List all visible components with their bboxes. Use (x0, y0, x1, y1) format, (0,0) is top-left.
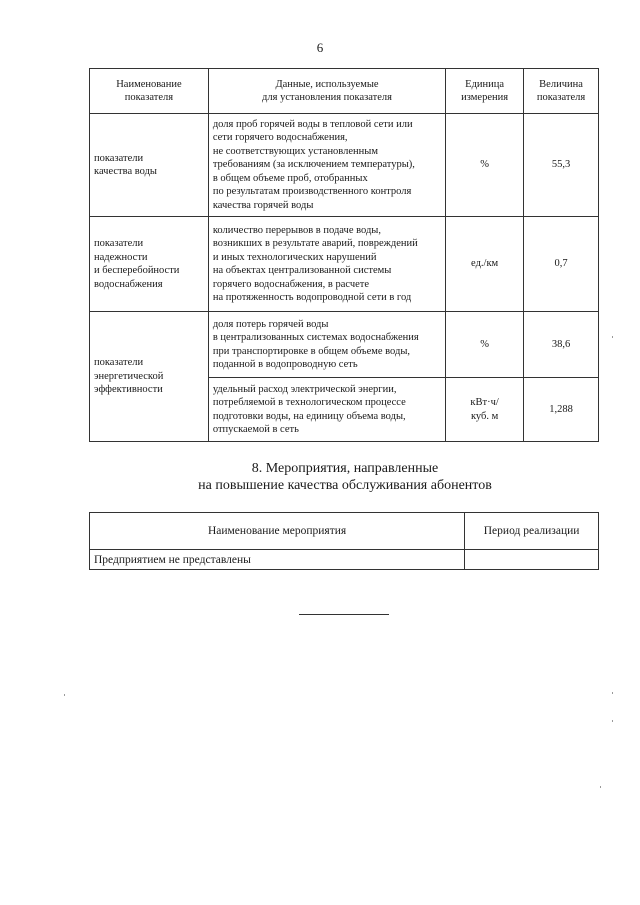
scan-speck (600, 786, 601, 788)
indicator-unit: кВт·ч/ куб. м (446, 378, 524, 442)
indicator-value: 55,3 (524, 114, 599, 217)
indicator-name: показатели энергетической эффективности (90, 312, 209, 442)
indicators-table (89, 68, 599, 442)
header-value: Величина показателя (524, 69, 599, 114)
table-row (90, 550, 599, 570)
indicator-unit: ед./км (446, 217, 524, 312)
indicator-description: доля потерь горячей воды в централизованных системах водоснабжения при транспортировке в общем объеме воды, поданной в водопроводную сеть (208, 312, 445, 378)
indicator-description: удельный расход электрической энергии, потребляемой в технологическом процессе подготовки воды, на единицу объема воды, отпускаемой в сеть (208, 378, 445, 442)
scan-speck (612, 720, 613, 722)
indicator-unit: % (446, 312, 524, 378)
measures-header-row (90, 513, 599, 550)
scan-speck (64, 694, 65, 696)
table-row (90, 312, 599, 378)
indicator-name: показатели качества воды (90, 114, 209, 217)
table-row (90, 217, 599, 312)
header-period: Период реализации (465, 513, 599, 550)
scan-speck (612, 336, 613, 338)
end-of-document-rule (299, 614, 389, 615)
indicator-value: 0,7 (524, 217, 599, 312)
measures-table (89, 512, 599, 570)
measure-period (465, 550, 599, 570)
indicator-description: доля проб горячей воды в тепловой сети или сети горячего водоснабжения, не соответствующих установленным требованиям (за исключением температуры), в общем объеме проб, отобранных по результатам производственного контроля качества горячей воды (208, 114, 445, 217)
scan-speck (612, 692, 613, 694)
measure-name: Предприятием не представлены (90, 550, 465, 570)
section-title-line: на повышение качества обслуживания абонентов (198, 478, 492, 493)
table-row (90, 114, 599, 217)
header-measure: Наименование мероприятия (90, 513, 465, 550)
indicator-unit: % (446, 114, 524, 217)
page-number: 6 (316, 40, 324, 55)
header-data: Данные, используемые для установления показателя (208, 69, 445, 114)
indicator-description: количество перерывов в подаче воды, возникших в результате аварий, повреждений и иных технологических нарушений на объектах централизованной системы горячего водоснабжения, в расчете на протяженность водопроводной сети в год (208, 217, 445, 312)
indicator-name: показатели надежности и бесперебойности водоснабжения (90, 217, 209, 312)
indicators-header-row (90, 69, 599, 114)
header-unit: Единица измерения (446, 69, 524, 114)
section-title-line: 8. Мероприятия, направленные (251, 461, 439, 476)
indicator-value: 1,288 (524, 378, 599, 442)
header-indicator-name: Наименование показателя (90, 69, 209, 114)
section-title (0, 460, 640, 494)
indicator-value: 38,6 (524, 312, 599, 378)
